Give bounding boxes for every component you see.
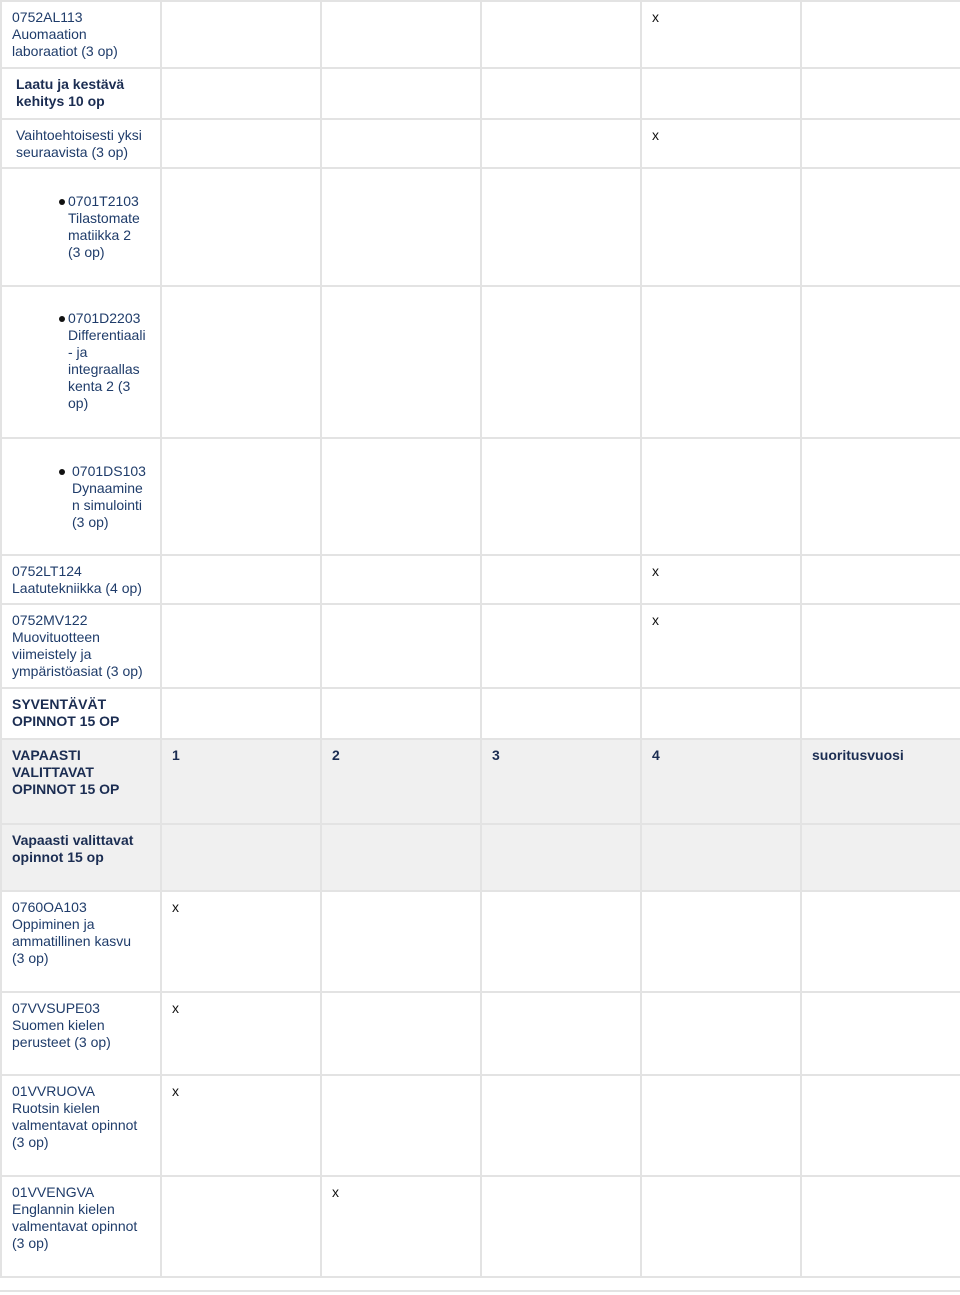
course-label: 0752LT124 Laatutekniikka (4 op): [12, 563, 142, 596]
course-label: 0760OA103 Oppiminen ja ammatillinen kasvu (3 op): [12, 899, 132, 966]
course-cell: [1, 286, 161, 438]
year-mark: x: [172, 1083, 179, 1099]
course-label: 0752MV122 Muovituotteen viimeistely ja ympäristöasiat (3 op): [12, 612, 143, 679]
year-mark: x: [652, 127, 659, 143]
table-row: [1, 824, 960, 891]
bullet-icon: [59, 469, 65, 475]
mark-cell: [161, 891, 321, 992]
course-cell: [1, 119, 161, 168]
table-header-row: [1, 739, 960, 824]
table-row: [1, 119, 960, 168]
section-heading: SYVENTÄVÄT OPINNOT 15 OP: [12, 696, 120, 729]
divider: [0, 1290, 960, 1292]
course-cell: [1, 1, 161, 68]
course-cell: [1, 1075, 161, 1176]
course-label: 01VVRUOVA Ruotsin kielen valmentavat opinnot (3 op): [12, 1083, 138, 1150]
table-row: [1, 1075, 960, 1176]
course-label: 0752AL113 Auomaation laboraatiot (3 op): [12, 9, 118, 59]
year-mark: x: [332, 1184, 339, 1200]
section-heading-cell: [1, 688, 161, 739]
table-row: [1, 286, 960, 438]
table-row: [1, 555, 960, 604]
course-cell: [1, 168, 161, 286]
table-row: [1, 604, 960, 688]
course-label: Vaihtoehtoisesti yksi seuraavista (3 op): [16, 127, 142, 160]
year-mark: x: [652, 612, 659, 628]
year-mark: x: [172, 899, 179, 915]
mark-cell: [321, 1176, 481, 1277]
table-row: [1, 1, 960, 68]
table-row: [1, 168, 960, 286]
table-row: [1, 891, 960, 992]
mark-cell: [641, 119, 801, 168]
course-label: 07VVSUPE03 Suomen kielen perusteet (3 op): [12, 1000, 111, 1050]
table-row: [1, 1176, 960, 1277]
bullet-icon: [59, 199, 65, 205]
course-label: 01VVENGVA Englannin kielen valmentavat opinnot (3 op): [12, 1184, 138, 1251]
course-cell: [1, 992, 161, 1075]
section-heading-cell: [1, 739, 161, 824]
section-heading: Laatu ja kestävä kehitys 10 op: [16, 76, 125, 109]
mark-cell: [161, 992, 321, 1075]
section-heading-cell: [1, 824, 161, 891]
table-row: [1, 992, 960, 1075]
mark-cell: [641, 604, 801, 688]
bullet-icon: [59, 316, 65, 322]
section-heading-cell: [1, 68, 161, 119]
year-mark: x: [652, 563, 659, 579]
year-mark: x: [652, 9, 659, 25]
course-label: 0701D2203 Differentiaali - ja integraallas kenta 2 (3 op): [68, 310, 146, 411]
course-label: 0701T2103 Tilastomate matiikka 2 (3 op): [68, 193, 140, 260]
table-row: [1, 438, 960, 555]
completion-year-header: suoritusvuosi: [801, 739, 960, 824]
course-cell: [1, 438, 161, 555]
section-heading: Vapaasti valittavat opinnot 15 op: [12, 832, 134, 865]
course-cell: [1, 891, 161, 992]
course-label: 0701DS103 Dynaamine n simulointi (3 op): [72, 463, 146, 530]
section-heading: VAPAASTI VALITTAVAT OPINNOT 15 OP: [12, 747, 120, 797]
mark-cell: [641, 555, 801, 604]
course-cell: [1, 1176, 161, 1277]
year-header: 4: [641, 739, 801, 824]
year-mark: x: [172, 1000, 179, 1016]
table-row: [1, 688, 960, 739]
mark-cell: [161, 1075, 321, 1176]
mark-cell: [641, 1, 801, 68]
course-cell: [1, 604, 161, 688]
course-cell: [1, 555, 161, 604]
year-header: 2: [321, 739, 481, 824]
year-header: 1: [161, 739, 321, 824]
year-header: 3: [481, 739, 641, 824]
table-row: [1, 68, 960, 119]
